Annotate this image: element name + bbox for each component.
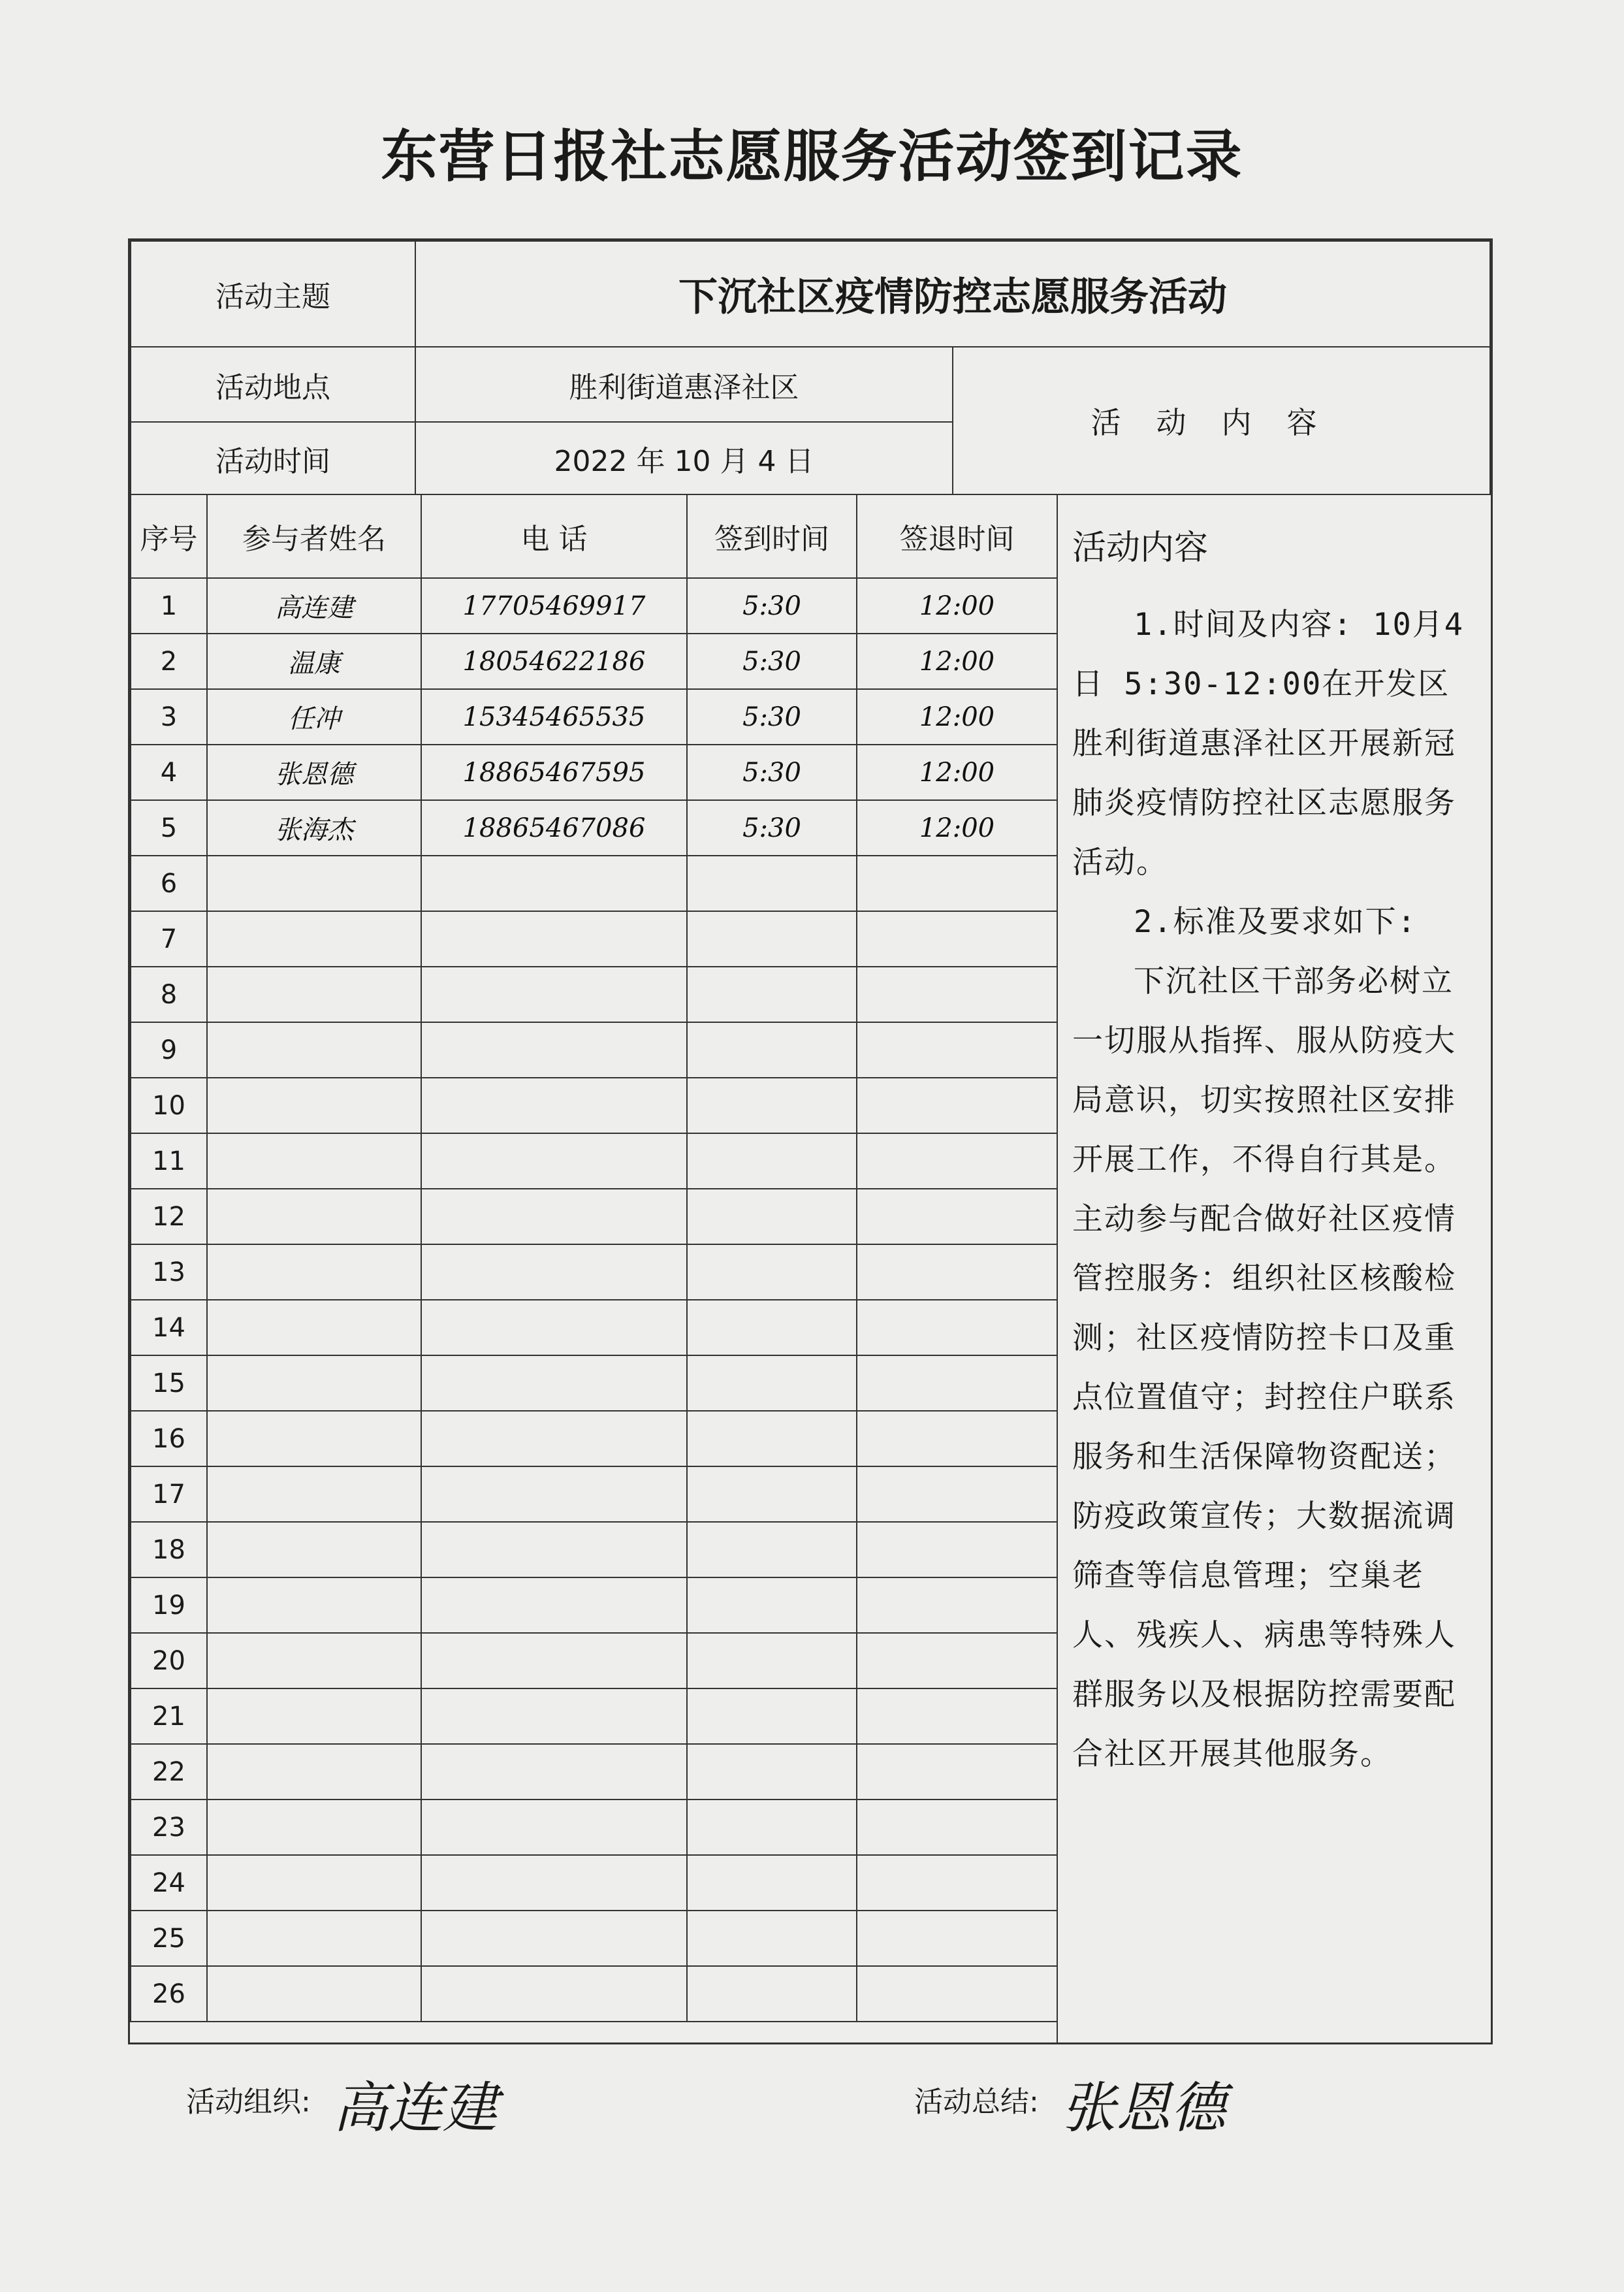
participant-phone: [421, 911, 687, 967]
participant-name: 张海杰: [207, 800, 421, 856]
organizer-label: 活动组织:: [186, 2085, 311, 2119]
row-number: 5: [131, 800, 207, 856]
participant-phone: [421, 1911, 687, 1966]
sign-out-time: [857, 1300, 1057, 1355]
sign-in-time: [687, 911, 857, 967]
row-number: 13: [131, 1244, 207, 1300]
participant-phone: [421, 1466, 687, 1522]
participant-name: [207, 1244, 421, 1300]
participant-phone: [421, 1411, 687, 1466]
sign-out-time: [857, 1411, 1057, 1466]
sign-out-time: [857, 1966, 1057, 2022]
participant-name: [207, 1855, 421, 1911]
sign-in-time: [687, 1355, 857, 1411]
participant-phone: [421, 1355, 687, 1411]
row-number: 16: [131, 1411, 207, 1466]
table-header-row: [131, 494, 1057, 578]
sign-in-time: [687, 1744, 857, 1800]
participant-phone: [421, 967, 687, 1022]
table-row: [131, 1355, 1057, 1411]
table-row: [131, 1300, 1057, 1355]
theme-value: 下沉社区疫情防控志愿服务活动: [415, 241, 1490, 347]
participant-name: [207, 1522, 421, 1577]
sign-in-time: 5:30: [687, 634, 857, 689]
participant-phone: [421, 1522, 687, 1577]
row-number: 14: [131, 1300, 207, 1355]
participant-name: [207, 1688, 421, 1744]
table-row: [131, 1688, 1057, 1744]
participant-phone: [421, 1577, 687, 1633]
sign-out-time: [857, 1744, 1057, 1800]
row-number: 17: [131, 1466, 207, 1522]
sign-out-time: 12:00: [857, 634, 1057, 689]
row-number: 25: [131, 1911, 207, 1966]
table-row: [131, 1522, 1057, 1577]
row-number: 6: [131, 856, 207, 911]
sign-out-time: 12:00: [857, 578, 1057, 634]
participant-phone: [421, 1744, 687, 1800]
participant-name: [207, 1189, 421, 1244]
table-row: [131, 689, 1057, 745]
page-title: 东营日报社志愿服务活动签到记录: [381, 124, 1243, 189]
row-number: 26: [131, 1966, 207, 2022]
row-number: 24: [131, 1855, 207, 1911]
activity-header-table: [130, 240, 1491, 495]
sign-out-time: 12:00: [857, 800, 1057, 856]
place-value: 胜利街道惠泽社区: [415, 347, 953, 422]
row-number: 15: [131, 1355, 207, 1411]
sign-out-time: [857, 1577, 1057, 1633]
sign-in-time: 5:30: [687, 745, 857, 800]
sign-in-time: [687, 1633, 857, 1688]
col-header-sign-out: 签退时间: [857, 494, 1057, 578]
participant-name: [207, 1133, 421, 1189]
row-number: 4: [131, 745, 207, 800]
sign-in-time: [687, 1189, 857, 1244]
summary-footer: [914, 2064, 1226, 2143]
sign-in-time: [687, 1300, 857, 1355]
participant-name: [207, 856, 421, 911]
sign-out-time: [857, 967, 1057, 1022]
row-number: 20: [131, 1633, 207, 1688]
sign-in-time: [687, 1911, 857, 1966]
table-row: [131, 1244, 1057, 1300]
sign-out-time: 12:00: [857, 689, 1057, 745]
sign-in-time: [687, 1022, 857, 1078]
participant-name: 任冲: [207, 689, 421, 745]
participant-phone: [421, 1022, 687, 1078]
participant-name: 高连建: [207, 578, 421, 634]
participant-phone: [421, 1189, 687, 1244]
table-row: [131, 1633, 1057, 1688]
participant-name: 温康: [207, 634, 421, 689]
sign-in-time: [687, 1244, 857, 1300]
participant-name: [207, 1466, 421, 1522]
participant-phone: [421, 1633, 687, 1688]
row-number: 2: [131, 634, 207, 689]
participant-phone: [421, 1855, 687, 1911]
participant-phone: [421, 1133, 687, 1189]
row-number: 23: [131, 1800, 207, 1855]
participant-name: [207, 967, 421, 1022]
sign-in-time: [687, 1522, 857, 1577]
row-number: 12: [131, 1189, 207, 1244]
participant-name: 张恩德: [207, 745, 421, 800]
content-title: 活动内容: [1072, 528, 1209, 568]
table-row: [131, 1966, 1057, 2022]
participant-phone: [421, 856, 687, 911]
time-label: 活动时间: [131, 422, 415, 494]
participant-name: [207, 911, 421, 967]
participant-name: [207, 1022, 421, 1078]
content-para-1: 1.时间及内容: 10月4日 5:30-12:00在开发区胜利街道惠泽社区开展新冠肺炎疫情防控社区志愿服务活动。: [1072, 607, 1465, 880]
table-row: [131, 856, 1057, 911]
table-row: [131, 1800, 1057, 1855]
participant-name: [207, 1577, 421, 1633]
summary-label: 活动总结:: [914, 2085, 1039, 2119]
sign-in-time: [687, 1688, 857, 1744]
participant-phone: 15345465535: [421, 689, 687, 745]
participant-phone: [421, 1244, 687, 1300]
sign-out-time: [857, 1466, 1057, 1522]
table-row: [131, 967, 1057, 1022]
sign-in-sheet: [128, 238, 1493, 2044]
participant-name: [207, 1744, 421, 1800]
sign-in-time: 5:30: [687, 689, 857, 745]
participant-phone: 17705469917: [421, 578, 687, 634]
table-row: [131, 1022, 1057, 1078]
sign-out-time: [857, 1355, 1057, 1411]
sign-out-time: [857, 856, 1057, 911]
row-number: 7: [131, 911, 207, 967]
sign-out-time: 12:00: [857, 745, 1057, 800]
sign-out-time: [857, 1244, 1057, 1300]
participant-name: [207, 1966, 421, 2022]
sign-in-time: [687, 1966, 857, 2022]
sign-out-time: [857, 1078, 1057, 1133]
sign-in-time: 5:30: [687, 578, 857, 634]
row-number: 3: [131, 689, 207, 745]
row-number: 11: [131, 1133, 207, 1189]
attendance-table: [130, 494, 1058, 2022]
sign-in-time: [687, 1078, 857, 1133]
col-header-no: 序号: [131, 494, 207, 578]
table-row: [131, 911, 1057, 967]
sign-in-time: [687, 1577, 857, 1633]
table-row: [131, 1189, 1057, 1244]
table-row: [131, 1411, 1057, 1466]
table-row: [131, 634, 1057, 689]
content-body: [1072, 595, 1476, 1784]
sign-in-time: [687, 1133, 857, 1189]
row-number: 21: [131, 1688, 207, 1744]
sign-in-time: [687, 1855, 857, 1911]
row-number: 1: [131, 578, 207, 634]
sign-in-time: [687, 1800, 857, 1855]
place-label: 活动地点: [131, 347, 415, 422]
sign-in-time: [687, 856, 857, 911]
participant-name: [207, 1633, 421, 1688]
row-number: 22: [131, 1744, 207, 1800]
sign-out-time: [857, 1522, 1057, 1577]
participant-phone: [421, 1800, 687, 1855]
participant-name: [207, 1911, 421, 1966]
participant-phone: 18865467595: [421, 745, 687, 800]
content-para-3: 下沉社区干部务必树立一切服从指挥、服从防疫大局意识，切实按照社区安排开展工作，不得自行其是。主动参与配合做好社区疫情管控服务：组织社区核酸检测；社区疫情防控卡口及重点位置值守；封控住户联系服务和生活保障物资配送；防疫政策宣传；大数据流调筛查等信息管理；空巢老人、残疾人、病患等特殊人群服务以及根据防控需要配合社区开展其他服务。: [1072, 963, 1456, 1772]
row-number: 8: [131, 967, 207, 1022]
table-row: [131, 1744, 1057, 1800]
sign-out-time: [857, 1855, 1057, 1911]
participant-phone: [421, 1300, 687, 1355]
table-row: [131, 745, 1057, 800]
sign-out-time: [857, 911, 1057, 967]
participant-name: [207, 1411, 421, 1466]
col-header-phone: 电 话: [421, 494, 687, 578]
sign-out-time: [857, 1911, 1057, 1966]
table-row: [131, 1855, 1057, 1911]
table-row: [131, 1911, 1057, 1966]
row-number: 18: [131, 1522, 207, 1577]
organizer-footer: [186, 2064, 498, 2143]
sign-out-time: [857, 1633, 1057, 1688]
participant-phone: 18054622186: [421, 634, 687, 689]
theme-label: 活动主题: [131, 241, 415, 347]
time-value: 2022 年 10 月 4 日: [415, 422, 953, 494]
sign-in-time: [687, 967, 857, 1022]
sign-out-time: [857, 1189, 1057, 1244]
participant-phone: [421, 1966, 687, 2022]
participant-phone: 18865467086: [421, 800, 687, 856]
summary-signature: 张恩德: [1060, 2076, 1226, 2140]
sign-out-time: [857, 1800, 1057, 1855]
organizer-signature: 高连建: [332, 2076, 498, 2140]
sign-in-time: 5:30: [687, 800, 857, 856]
table-row: [131, 800, 1057, 856]
participant-name: [207, 1800, 421, 1855]
table-row: [131, 1577, 1057, 1633]
sign-in-time: [687, 1466, 857, 1522]
content-para-2: 2.标准及要求如下:: [1134, 904, 1417, 940]
col-header-sign-in: 签到时间: [687, 494, 857, 578]
participant-name: [207, 1355, 421, 1411]
table-row: [131, 1133, 1057, 1189]
row-number: 9: [131, 1022, 207, 1078]
participant-name: [207, 1300, 421, 1355]
sign-out-time: [857, 1688, 1057, 1744]
sign-out-time: [857, 1022, 1057, 1078]
participant-phone: [421, 1688, 687, 1744]
row-number: 10: [131, 1078, 207, 1133]
row-number: 19: [131, 1577, 207, 1633]
participant-name: [207, 1078, 421, 1133]
table-row: [131, 578, 1057, 634]
table-row: [131, 1078, 1057, 1133]
activity-content: [1057, 494, 1491, 2042]
table-row: [131, 1466, 1057, 1522]
participant-phone: [421, 1078, 687, 1133]
content-heading: 活动内容: [953, 347, 1490, 494]
sign-in-time: [687, 1411, 857, 1466]
col-header-name: 参与者姓名: [207, 494, 421, 578]
sign-out-time: [857, 1133, 1057, 1189]
